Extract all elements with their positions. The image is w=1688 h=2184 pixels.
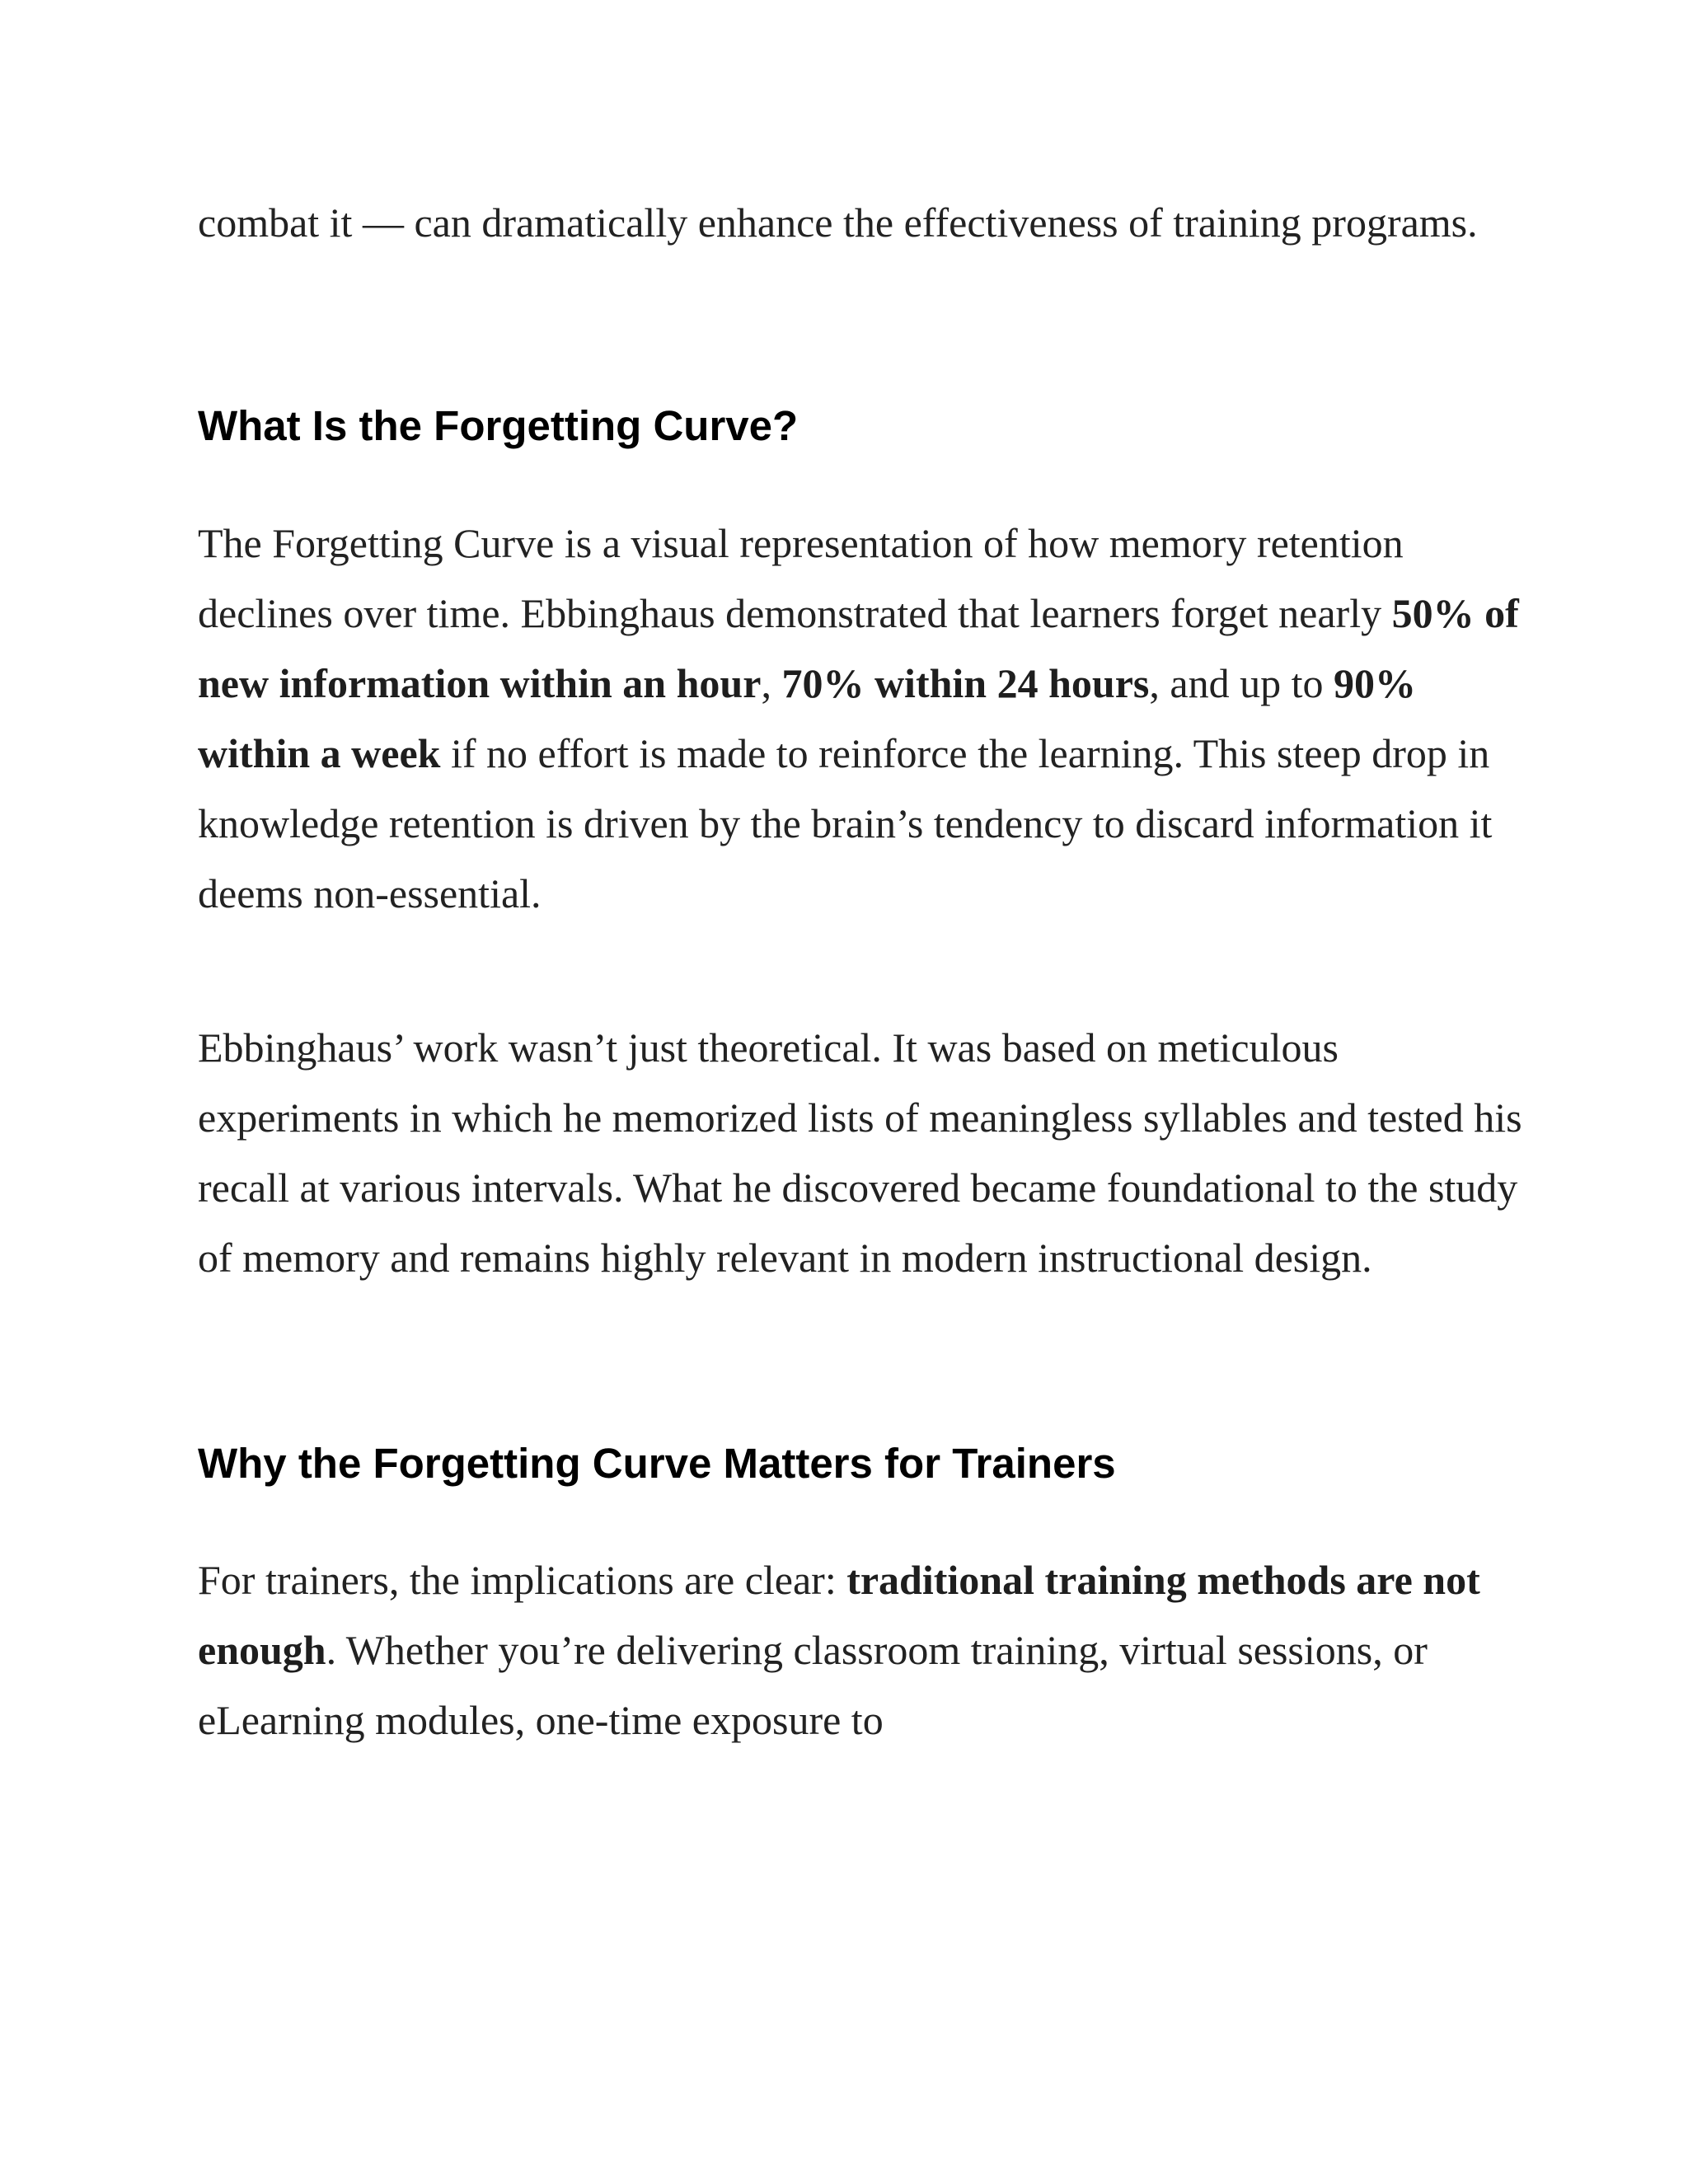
what-p1-text-4: if no effort is made to reinforce the learning. This steep drop in knowledge retention is driven by the brain’s tendency to discard information it deems non-essential. xyxy=(198,730,1493,916)
what-p1-text-2: , xyxy=(761,660,782,706)
why-paragraph-1 xyxy=(198,1545,1533,1755)
what-p1-bold-2: 70% within 24 hours xyxy=(781,660,1150,706)
what-paragraph-1 xyxy=(198,509,1533,929)
why-p1-text-1: For trainers, the implications are clear: xyxy=(198,1557,847,1603)
why-p1-text-2: . Whether you’re delivering classroom training, virtual sessions, or eLearning modules, one-time exposure to xyxy=(198,1627,1428,1743)
why-p1-bold-1: traditional training methods are not enough xyxy=(198,1557,1480,1673)
what-p1-bold-3: 90% within a week xyxy=(198,660,1416,776)
what-p1-bold-1: 50% of new information within an hour xyxy=(198,590,1519,706)
what-p1-text-3: , and up to xyxy=(1149,660,1334,706)
document-page xyxy=(198,188,1533,1755)
intro-paragraph xyxy=(198,188,1533,258)
what-paragraph-2 xyxy=(198,1013,1533,1293)
section-heading-what: What Is the Forgetting Curve? xyxy=(198,402,799,449)
what-p2-text: Ebbinghaus’ work wasn’t just theoretical. It was based on meticulous experiments in which he memorized lists of meaningless syllables and tested his recall at various intervals. What he discovered became foundational to the study of memory and remains highly relevant in modern instructional design. xyxy=(198,1024,1522,1281)
section-heading-why: Why the Forgetting Curve Matters for Trainers xyxy=(198,1440,1116,1487)
what-p1-text-1: The Forgetting Curve is a visual representation of how memory retention declines over time. Ebbinghaus demonstrated that learners forget nearly xyxy=(198,520,1404,636)
intro-text: combat it — can dramatically enhance the effectiveness of training programs. xyxy=(198,199,1478,246)
